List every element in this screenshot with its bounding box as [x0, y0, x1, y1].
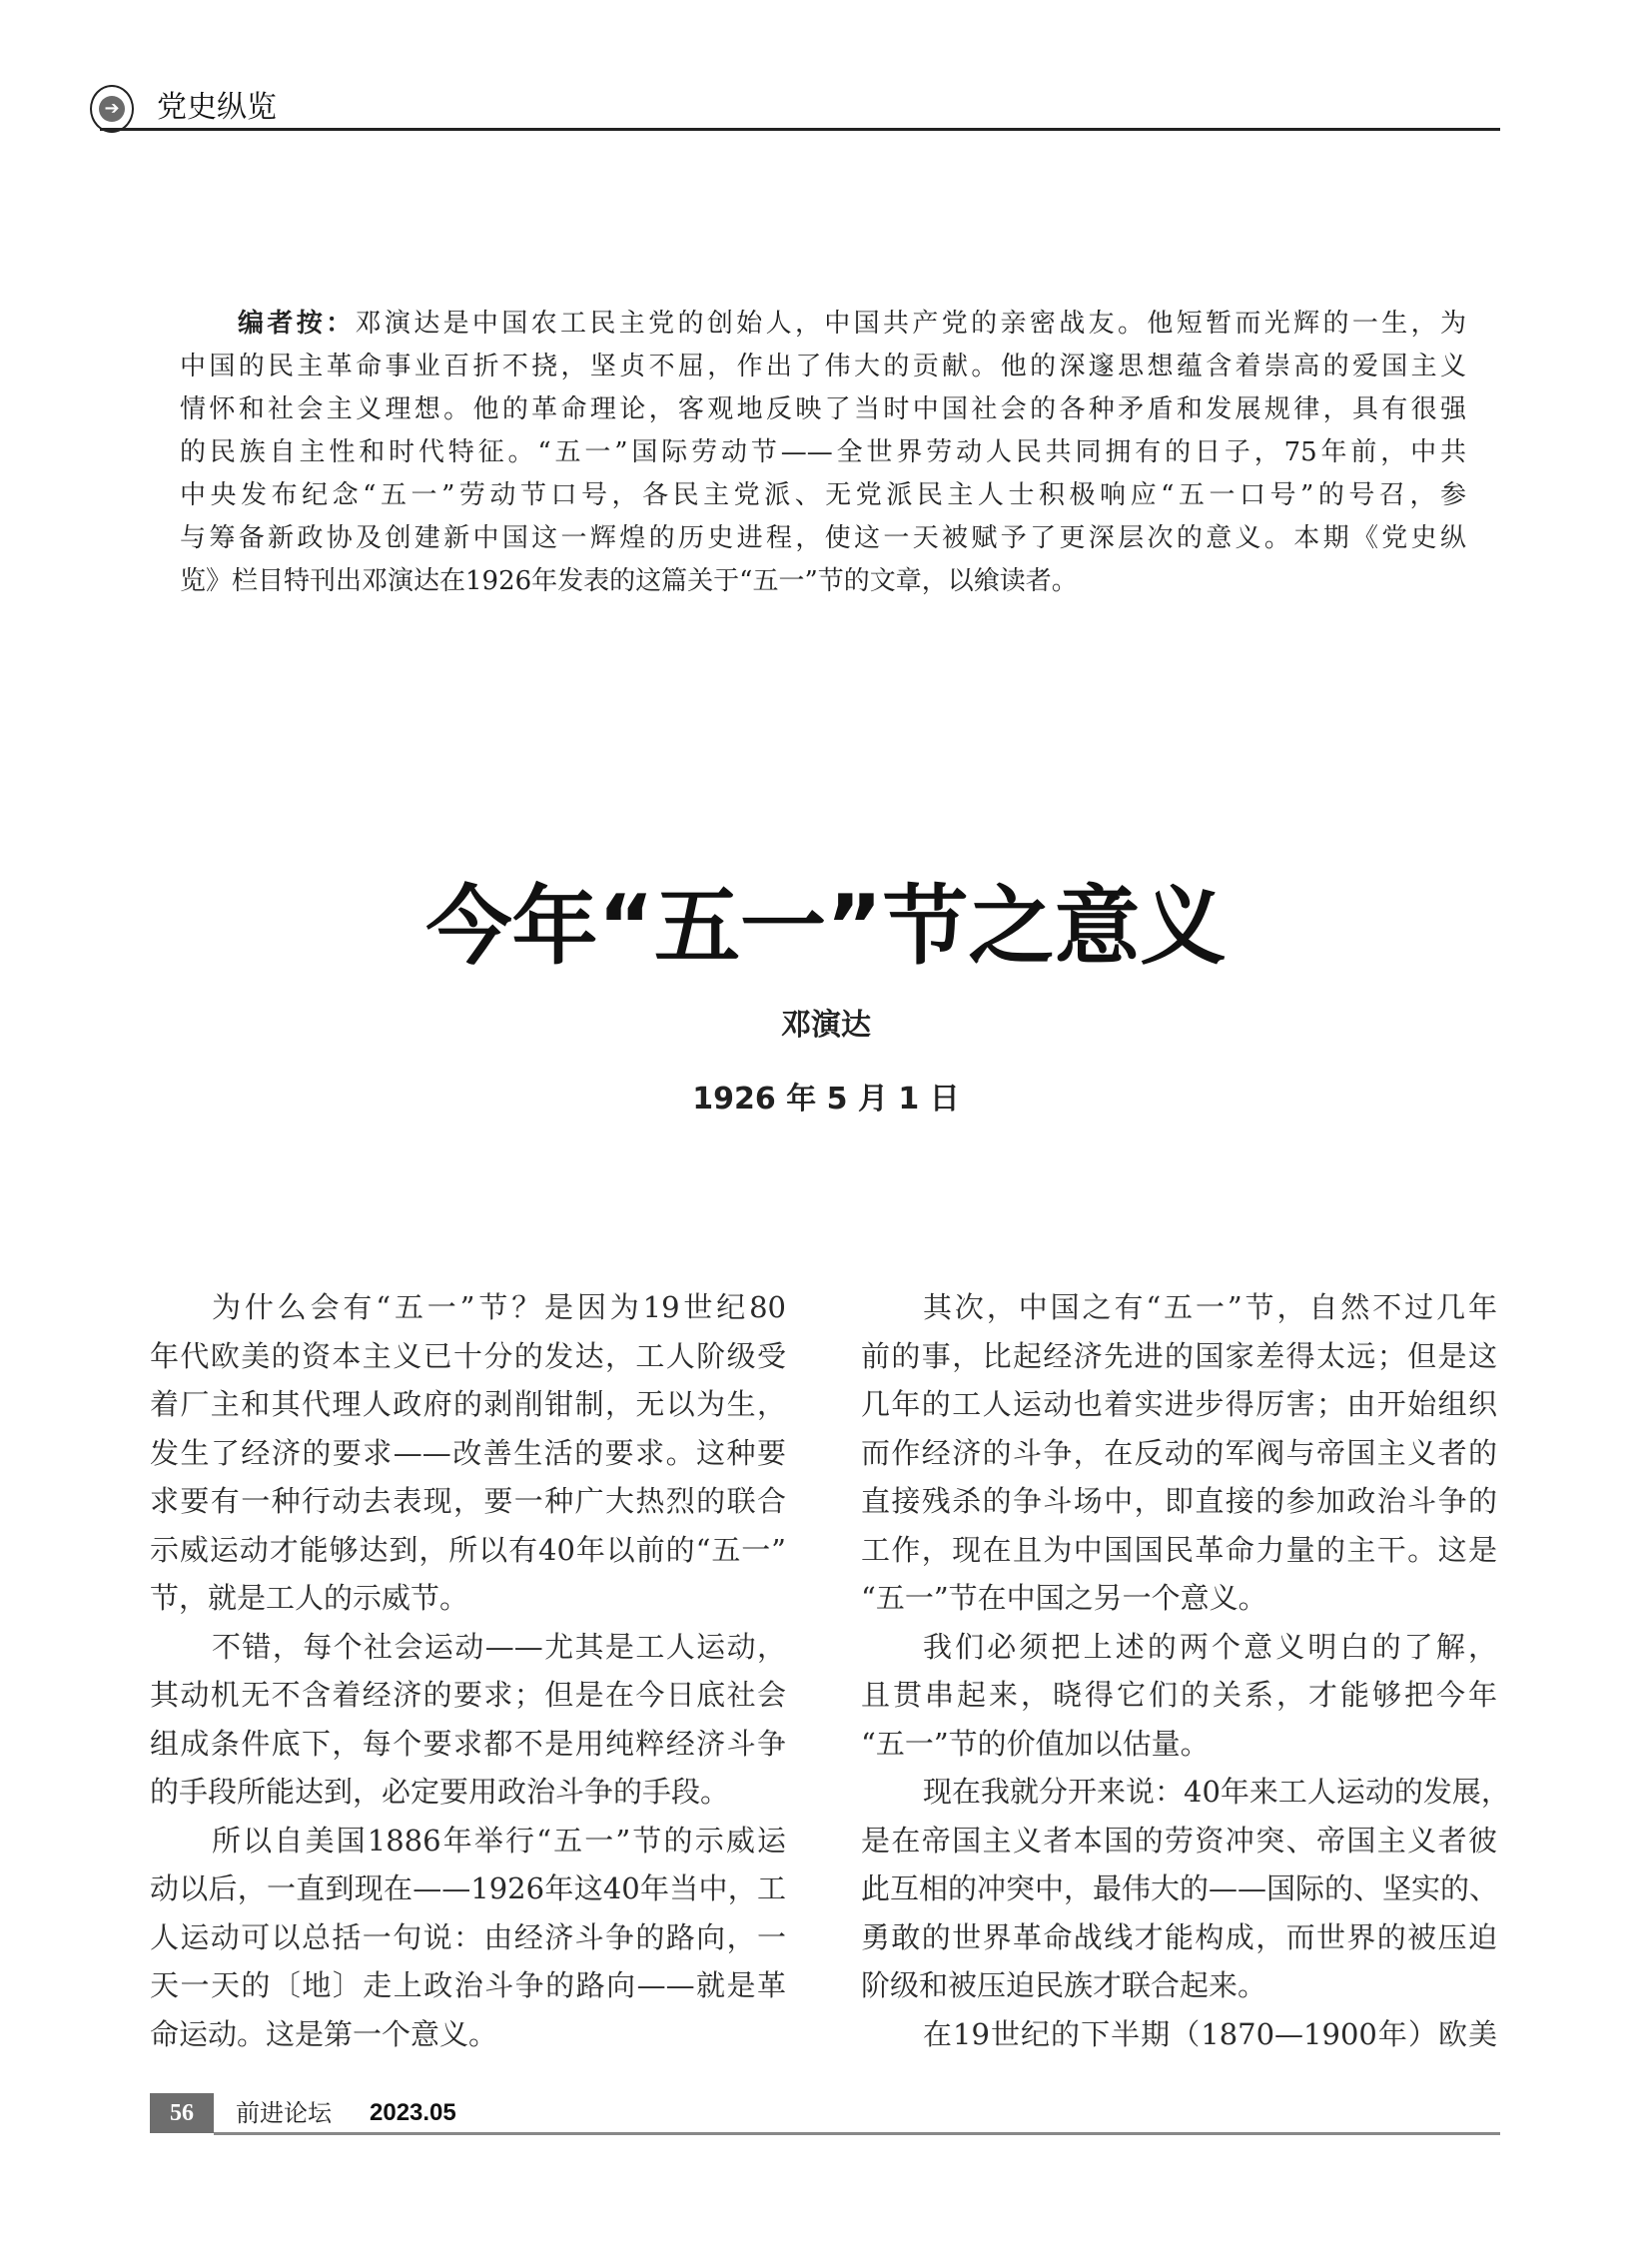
body-text-line: 动以后，一直到现在——1926年这40年当中，工 [150, 1871, 786, 1905]
body-text-line: 发生了经济的要求——改善生活的要求。这种要 [150, 1435, 786, 1470]
footer-divider [214, 2132, 1500, 2135]
body-text-line: 示威运动才能够达到，所以有40年以前的“五一” [150, 1532, 786, 1567]
body-text-line: “五一”节在中国之另一个意义。 [861, 1581, 1267, 1615]
body-text-line: 其动机无不含着经济的要求；但是在今日底社会 [150, 1678, 786, 1712]
body-text-line: 命运动。这是第一个意义。 [150, 2016, 498, 2051]
body-text-line: 几年的工人运动也着实进步得厉害；由开始组织 [861, 1387, 1497, 1421]
body-text-line: 在19世纪的下半期（1870—1900年）欧美 [923, 2016, 1497, 2051]
article-title: 今年“五一”节之意义 [425, 877, 1227, 977]
body-text-line: 不错，每个社会运动——尤其是工人运动， [212, 1629, 786, 1664]
page-number: 56 [150, 2093, 214, 2133]
editor-note-line [180, 303, 1466, 346]
body-text-line: 现在我就分开来说：40年来工人运动的发展， [923, 1775, 1510, 1809]
body-text-line: 其次，中国之有“五一”节，自然不过几年 [923, 1290, 1497, 1324]
body-text-line: 求要有一种行动去表现，要一种广大热烈的联合 [150, 1484, 786, 1518]
editor-note-line: 中国的民主革命事业百折不挠，坚贞不屈，作出了伟大的贡献。他的深邃思想蕴含着崇高的爱国主义 [180, 352, 1466, 381]
publication-name: 前进论坛 [236, 2099, 332, 2127]
editor-note-line: 览》栏目特刊出邓演达在1926年发表的这篇关于“五一”节的文章，以飨读者。 [180, 566, 1078, 596]
body-text-line: 且贯串起来，晓得它们的关系，才能够把今年 [861, 1678, 1497, 1712]
body-text-line: 节，就是工人的示威节。 [150, 1581, 469, 1615]
body-text-line: 着厂主和其代理人政府的剥削钳制，无以为生， [150, 1387, 786, 1421]
editor-note-text: 邓演达是中国农工民主党的创始人，中国共产党的亲密战友。他短暂而光辉的一生，为 [355, 309, 1466, 339]
arrow-icon-glyph: ➔ [99, 96, 125, 122]
body-text-line: 为什么会有“五一”节？是因为19世纪80 [212, 1290, 786, 1324]
body-text-line: 工作，现在且为中国国民革命力量的主干。这是 [861, 1532, 1497, 1567]
editor-note-label: 编者按： [238, 309, 356, 339]
body-text-line: “五一”节的价值加以估量。 [861, 1726, 1210, 1761]
body-text-line: 而作经济的斗争，在反动的军阀与帝国主义者的 [861, 1435, 1497, 1470]
body-column-left [150, 1283, 786, 2058]
editor-note-line: 的民族自主性和时代特征。“五一”国际劳动节——全世界劳动人民共同拥有的日子，75年前，中共 [180, 437, 1466, 467]
header-divider [100, 128, 1500, 131]
body-text-line: 前的事，比起经济先进的国家差得太远；但是这 [861, 1338, 1497, 1373]
editor-note-line: 中央发布纪念“五一”劳动节口号，各民主党派、无党派民主人士积极响应“五一口号”的号召，参 [180, 480, 1466, 510]
body-text-line: 天一天的〔地〕走上政治斗争的路向——就是革 [150, 1968, 786, 2002]
body-text-line: 组成条件底下，每个要求都不是用纯粹经济斗争 [150, 1726, 786, 1761]
body-text-line: 是在帝国主义者本国的劳资冲突、帝国主义者彼 [861, 1823, 1497, 1858]
body-text-line: 年代欧美的资本主义已十分的发达，工人阶级受 [150, 1338, 786, 1373]
body-text-line: 人运动可以总括一句说：由经济斗争的路向，一 [150, 1919, 786, 1954]
editor-note-line: 与筹备新政协及创建新中国这一辉煌的历史进程，使这一天被赋予了更深层次的意义。本期《党史纵 [180, 523, 1466, 553]
body-text-line: 此互相的冲突中，最伟大的——国际的、坚实的、 [861, 1871, 1499, 1905]
body-text-line: 的手段所能达到，必定要用政治斗争的手段。 [150, 1775, 730, 1809]
body-column-right [861, 1283, 1510, 2058]
article-author: 邓演达 [781, 1008, 871, 1043]
issue-date: 2023.05 [370, 2099, 456, 2126]
body-text-line: 所以自美国1886年举行“五一”节的示威运 [212, 1823, 786, 1858]
arrow-right-circle-icon [90, 85, 134, 133]
body-text-line: 勇敢的世界革命战线才能构成，而世界的被压迫 [861, 1919, 1497, 1954]
editor-note-line: 情怀和社会主义理想。他的革命理论，客观地反映了当时中国社会的各种矛盾和发展规律，具有很强 [180, 394, 1466, 424]
body-text-line: 我们必须把上述的两个意义明白的了解， [923, 1629, 1497, 1664]
section-title: 党史纵览 [157, 90, 277, 125]
editor-note [180, 303, 1466, 603]
body-text-line: 直接残杀的争斗场中，即直接的参加政治斗争的 [861, 1484, 1497, 1518]
article-date: 1926 年 5 月 1 日 [692, 1082, 960, 1117]
body-text-line: 阶级和被压迫民族才联合起来。 [861, 1968, 1267, 2002]
